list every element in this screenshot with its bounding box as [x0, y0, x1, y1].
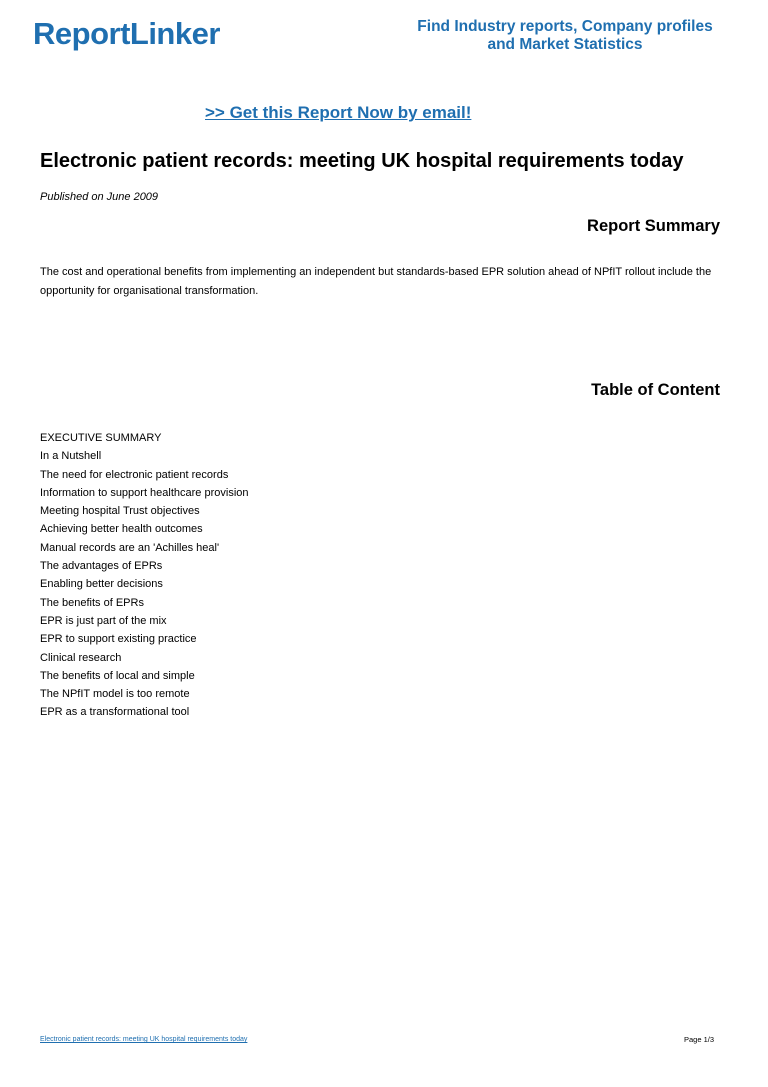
toc-item: EPR is just part of the mix: [40, 614, 167, 627]
toc-item: Manual records are an 'Achilles heal': [40, 541, 220, 554]
toc-item: The benefits of EPRs: [40, 596, 144, 609]
report-summary-heading: Report Summary: [587, 217, 720, 235]
toc-list: [40, 429, 249, 722]
toc-item: The NPfIT model is too remote: [40, 688, 190, 701]
toc-item: EPR to support existing practice: [40, 633, 197, 646]
toc-item: Information to support healthcare provision: [40, 486, 249, 499]
reportlinker-logo[interactable]: ReportLinker: [33, 16, 220, 51]
report-title: Electronic patient records: meeting UK hospital requirements today: [40, 150, 684, 172]
toc-item: The need for electronic patient records: [40, 468, 229, 481]
tagline-line-1: Find Industry reports, Company profiles: [417, 18, 713, 35]
toc-item: The advantages of EPRs: [40, 560, 163, 573]
tagline-line-2: and Market Statistics: [487, 36, 643, 53]
toc-item: Achieving better health outcomes: [40, 523, 203, 536]
report-summary-text: The cost and operational benefits from implementing an independent but standards-based EPR solution ahead of NPfIT rollout include the opportunity for organisational transformation.: [40, 266, 712, 297]
toc-item: In a Nutshell: [40, 450, 102, 463]
published-date: Published on June 2009: [40, 191, 159, 203]
toc-item: Enabling better decisions: [40, 578, 163, 591]
toc-item: EPR as a transformational tool: [40, 706, 190, 719]
toc-item: EXECUTIVE SUMMARY: [40, 432, 162, 444]
page-number: Page 1/3: [684, 1035, 715, 1044]
footer-title-link[interactable]: Electronic patient records: meeting UK hospital requirements today: [40, 1036, 248, 1043]
toc-item: Clinical research: [40, 651, 122, 664]
tagline: [400, 18, 730, 54]
toc-item: The benefits of local and simple: [40, 669, 195, 682]
toc-item: Meeting hospital Trust objectives: [40, 505, 200, 518]
toc-heading: Table of Content: [591, 381, 720, 399]
get-report-link[interactable]: >> Get this Report Now by email!: [205, 103, 472, 122]
